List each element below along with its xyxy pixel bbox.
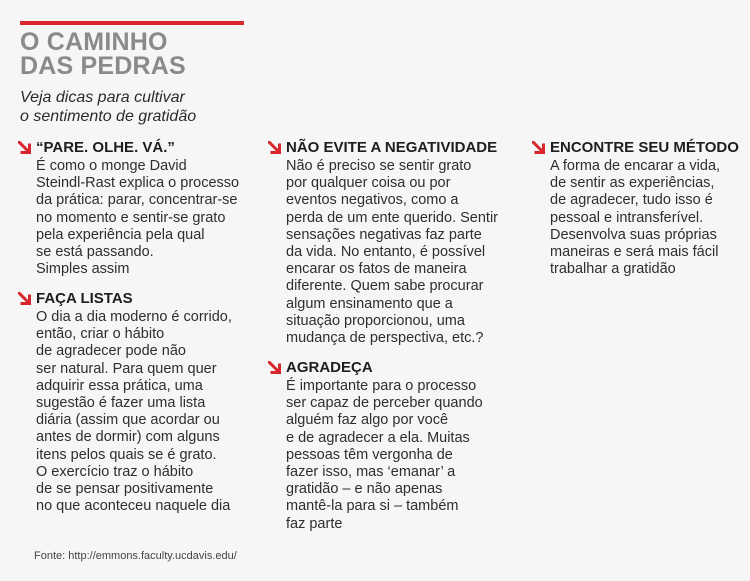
body-line: da vida. No entanto, é possível [286,244,486,261]
red-diagonal-arrow-icon [18,141,32,155]
body-line: O exercício traz o hábito [36,463,194,480]
body-line: de se pensar positivamente [36,481,214,498]
body-line: É importante para o processo [286,378,477,394]
body-line: maneiras e será mais fácil [550,244,719,261]
red-diagonal-arrow-icon [268,141,282,155]
section-title: NÃO EVITE A NEGATIVIDADE [286,139,498,156]
section-body [286,378,483,533]
body-line: trabalhar a gratidão [550,261,676,278]
red-diagonal-arrow-icon [18,292,32,306]
body-line: mantê-la para si – também [286,498,459,515]
body-line: adquirir essa prática, uma [36,377,203,394]
top-accent-rule [20,21,244,25]
title-line: O CAMINHO [20,28,168,56]
section-body [36,158,239,278]
body-line: diferente. Quem sabe procurar [286,278,484,295]
body-line: situação proporcionou, uma [286,312,465,329]
tip-pare-olhe-va [18,139,239,278]
body-line: gratidão – e não apenas [286,481,443,498]
body-line: então, criar o hábito [36,326,165,343]
section-body [550,158,739,278]
body-line: É como o monge David [36,158,187,174]
source-credit: Fonte: http://emmons.faculty.ucdavis.edu/ [34,550,237,562]
body-line: de agradecer, tudo isso é [550,192,713,209]
body-line: sensações negativas faz parte [286,226,482,243]
tip-encontre-seu-metodo [532,139,739,278]
body-line: da prática: parar, concentrar-se [36,192,238,209]
body-line: no que aconteceu naquele dia [36,498,231,515]
body-line: e de agradecer a ela. Muitas [286,429,470,446]
tip-faca-listas [18,290,232,515]
section-title: ENCONTRE SEU MÉTODO [550,139,739,156]
body-line: por qualquer coisa ou por [286,175,451,192]
body-line: perda de um ente querido. Sentir [286,209,498,226]
body-line: antes de dormir) com alguns [36,429,220,446]
body-line: faz parte [286,515,343,532]
page-title [20,30,186,78]
body-line: Desenvolva suas próprias [550,226,717,243]
body-line: se está passando. [36,244,154,261]
section-body [36,309,232,515]
red-diagonal-arrow-icon [268,361,282,375]
body-line: algum ensinamento que a [286,295,453,312]
subtitle-line: o sentimento de gratidão [20,108,197,125]
body-line: O dia a dia moderno é corrido, [36,309,232,325]
body-line: Não é preciso se sentir grato [286,158,472,174]
red-diagonal-arrow-icon [532,141,546,155]
body-line: Steindl-Rast explica o processo [36,175,240,192]
body-line: ser capaz de perceber quando [286,395,483,412]
body-line: fazer isso, mas ‘emanar’ a [286,464,456,481]
tip-nao-evite-negatividade [268,139,498,347]
body-line: Simples assim [36,261,130,278]
subtitle [20,88,196,126]
body-line: pela experiência pela qual [36,226,205,243]
body-line: ser natural. Para quem quer [36,360,217,377]
body-line: itens pelos quais se é grato. [36,446,217,463]
section-body [286,158,498,347]
body-line: diária (assim que acordar ou [36,412,220,429]
body-line: sugestão é fazer uma lista [36,395,206,412]
body-line: de sentir as experiências, [550,175,715,192]
title-line: DAS PEDRAS [20,52,186,80]
body-line: pessoal e intransferível. [550,209,704,226]
body-line: A forma de encarar a vida, [550,158,721,174]
body-line: pessoas têm vergonha de [286,446,453,463]
body-line: de agradecer pode não [36,343,186,360]
subtitle-line: Veja dicas para cultivar [20,89,185,106]
section-title: FAÇA LISTAS [36,290,133,307]
body-line: mudança de perspectiva, etc.? [286,330,484,347]
body-line: eventos negativos, como a [286,192,459,209]
section-title: AGRADEÇA [286,359,373,376]
tip-agradeca [268,359,483,533]
body-line: alguém faz algo por você [286,412,449,429]
section-title: “PARE. OLHE. VÁ.” [36,139,175,156]
body-line: encarar os fatos de maneira [286,261,467,278]
body-line: no momento e sentir-se grato [36,209,226,226]
